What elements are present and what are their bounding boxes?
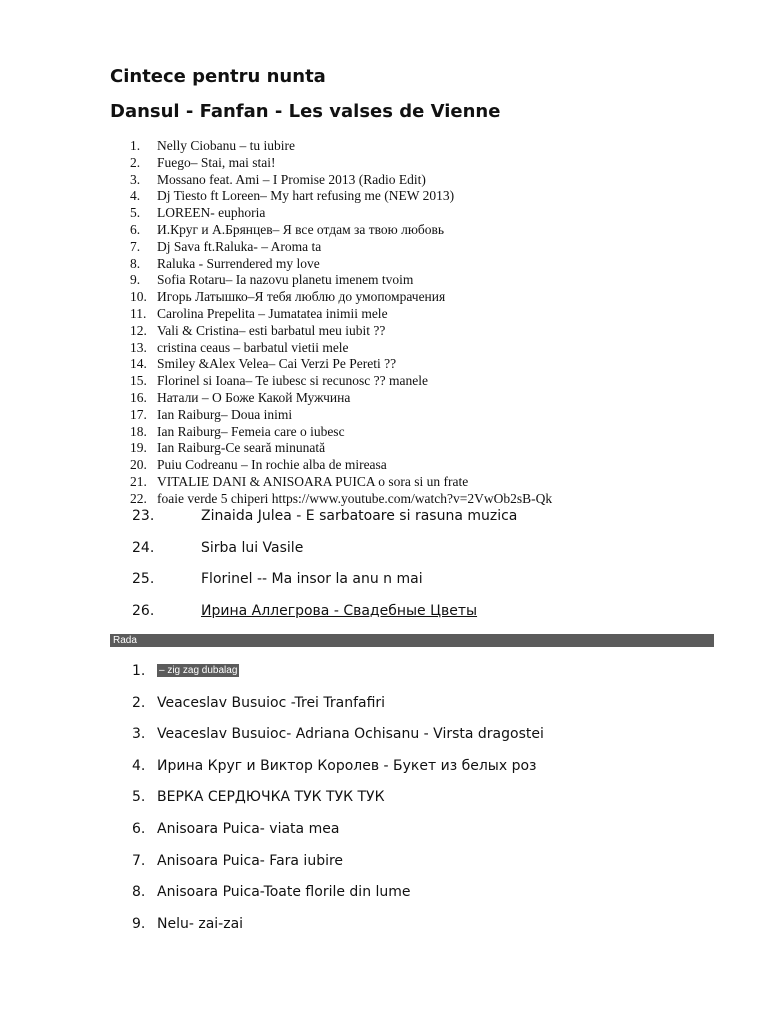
item-number: 9. (130, 272, 141, 288)
list-item (132, 881, 544, 913)
list-item (130, 239, 552, 256)
list-item (130, 340, 552, 357)
list-item (130, 222, 552, 239)
item-number: 16. (130, 389, 147, 405)
item-number: 6. (132, 820, 146, 837)
item-text: Nelly Ciobanu – tu iubire (157, 138, 295, 153)
item-text: Sofia Rotaru– Ia nazovu planetu imenem tvoim (157, 272, 414, 288)
item-text: Veaceslav Busuioc -Trei Tranfafiri (157, 694, 386, 711)
item-number: 11. (130, 305, 147, 321)
list-item (130, 390, 552, 407)
dance-heading (110, 101, 500, 122)
item-number: 4. (132, 757, 146, 774)
list-item (132, 755, 544, 787)
item-number: 9. (132, 915, 146, 932)
item-number: 7. (130, 238, 141, 254)
item-number: 1. (130, 138, 141, 153)
dance-label: Dansul - Fanfan - (110, 101, 283, 122)
list-item (130, 457, 552, 474)
list-item (130, 205, 552, 222)
list-item (132, 692, 544, 724)
list-item (132, 600, 517, 632)
item-text: ВЕРКА СЕРДЮЧКА ТУК ТУК ТУК (157, 789, 385, 806)
list-item (132, 660, 544, 692)
item-number: 5. (132, 789, 146, 806)
item-number: 13. (130, 339, 147, 355)
item-number: 23. (132, 508, 155, 524)
list-item (130, 407, 552, 424)
item-text: Ian Raiburg– Doua inimi (157, 406, 293, 422)
list-item (130, 256, 552, 273)
item-text: VITALIE DANI & ANISOARA PUICA o sora si un frate (157, 473, 469, 489)
item-number: 19. (130, 440, 147, 456)
item-text: Zinaida Julea - E sarbatoare si rasuna muzica (201, 508, 518, 524)
highlighted-item-text: – zig zag dubalag (159, 665, 238, 676)
list-item (130, 373, 552, 390)
list-item (130, 138, 552, 155)
item-number: 8. (130, 255, 141, 271)
item-text: foaie verde 5 chiperi https://www.youtube.com/watch?v=2VwOb2sB-Qk (157, 490, 553, 506)
item-text: Anisoara Puica- Fara iubire (157, 852, 344, 869)
list-item (130, 474, 552, 491)
item-text: Mossano feat. Ami – I Promise 2013 (Radio Edit) (157, 171, 426, 187)
item-text: Dj Tiesto ft Loreen– My hart refusing me (NEW 2013) (157, 188, 455, 204)
list-item (130, 323, 552, 340)
list-item (130, 289, 552, 306)
item-number: 2. (130, 154, 141, 170)
item-text: Ирина Круг и Виктор Королев - Букет из белых роз (157, 757, 537, 774)
item-number: 24. (132, 539, 155, 556)
item-text: Florinel -- Ma insor la anu n mai (201, 571, 423, 588)
list-item (132, 505, 517, 537)
item-number: 20. (130, 457, 147, 473)
item-text: И.Круг и А.Брянцев– Я все отдам за твою любовь (157, 221, 445, 237)
item-number: 25. (132, 571, 155, 588)
item-text: Florinel si Ioana– Te iubesc si recunosc ?? manele (157, 373, 428, 389)
item-text: Fuego– Stai, mai stai! (157, 154, 276, 170)
item-text: Натали – О Боже Какой Мужчина (157, 389, 351, 405)
list-item (130, 272, 552, 289)
item-number: 1. (132, 663, 146, 679)
item-text: Vali & Cristina– esti barbatul meu iubit ?? (157, 322, 386, 338)
item-text: LOREEN- euphoria (157, 205, 266, 221)
item-number: 22. (130, 490, 147, 506)
item-text: Carolina Prepelita – Jumatatea inimii mele (157, 305, 388, 321)
dance-song: Les valses de Vienne (282, 101, 501, 122)
item-number: 15. (130, 373, 147, 389)
item-number: 26. (132, 602, 155, 619)
item-number: 18. (130, 423, 147, 439)
list-item (130, 188, 552, 205)
item-text: Игорь Латышко–Я тебя люблю до умопомрачения (157, 289, 446, 305)
item-number: 21. (130, 473, 147, 489)
item-text: Anisoara Puica- viata mea (157, 820, 340, 837)
item-text: Puiu Codreanu – In rochie alba de mireasa (157, 457, 387, 473)
list-item (132, 850, 544, 882)
item-number: 17. (130, 406, 147, 422)
item-text: Anisoara Puica-Toate florile din lume (157, 884, 411, 901)
item-number: 5. (130, 205, 141, 221)
item-number: 10. (130, 289, 147, 305)
item-number: 6. (130, 221, 141, 237)
item-number: 2. (132, 694, 146, 711)
item-text: Dj Sava ft.Raluka- – Aroma ta (157, 238, 322, 254)
item-number: 8. (132, 884, 146, 901)
item-number: 3. (130, 171, 141, 187)
list-item (132, 818, 544, 850)
item-number: 12. (130, 322, 147, 338)
item-text: Nelu- zai-zai (157, 915, 244, 932)
song-list-more (132, 505, 517, 631)
list-item (132, 786, 544, 818)
item-number: 7. (132, 852, 146, 869)
song-list-rada (132, 660, 544, 944)
item-number: 4. (130, 188, 141, 204)
item-number: 3. (132, 726, 146, 743)
list-item (132, 723, 544, 755)
item-text: Raluka - Surrendered my love (157, 255, 320, 271)
list-item (130, 440, 552, 457)
item-text: Sirba lui Vasile (201, 539, 304, 556)
item-text: Smiley &Alex Velea– Cai Verzi Pe Pereti ?? (157, 356, 397, 372)
document-title: Cintece pentru nunta (110, 66, 326, 87)
item-text: cristina ceaus – barbatul vietii mele (157, 339, 349, 355)
item-text: Ian Raiburg-Ce seară minunată (157, 440, 326, 456)
item-text: Veaceslav Busuioc- Adriana Ochisanu - Virsta dragostei (157, 726, 544, 743)
section-bar-rada: Rada (110, 634, 714, 647)
item-text: Ian Raiburg– Femeia care o iubesc (157, 423, 345, 439)
list-item (130, 155, 552, 172)
song-link[interactable]: Ирина Аллегрова - Свадебные Цветы (201, 602, 478, 619)
list-item (130, 306, 552, 323)
list-item (132, 913, 544, 945)
item-number: 14. (130, 356, 147, 372)
song-list-main (130, 138, 552, 508)
list-item (130, 356, 552, 373)
list-item (132, 568, 517, 600)
list-item (132, 537, 517, 569)
list-item (130, 172, 552, 189)
list-item (130, 424, 552, 441)
